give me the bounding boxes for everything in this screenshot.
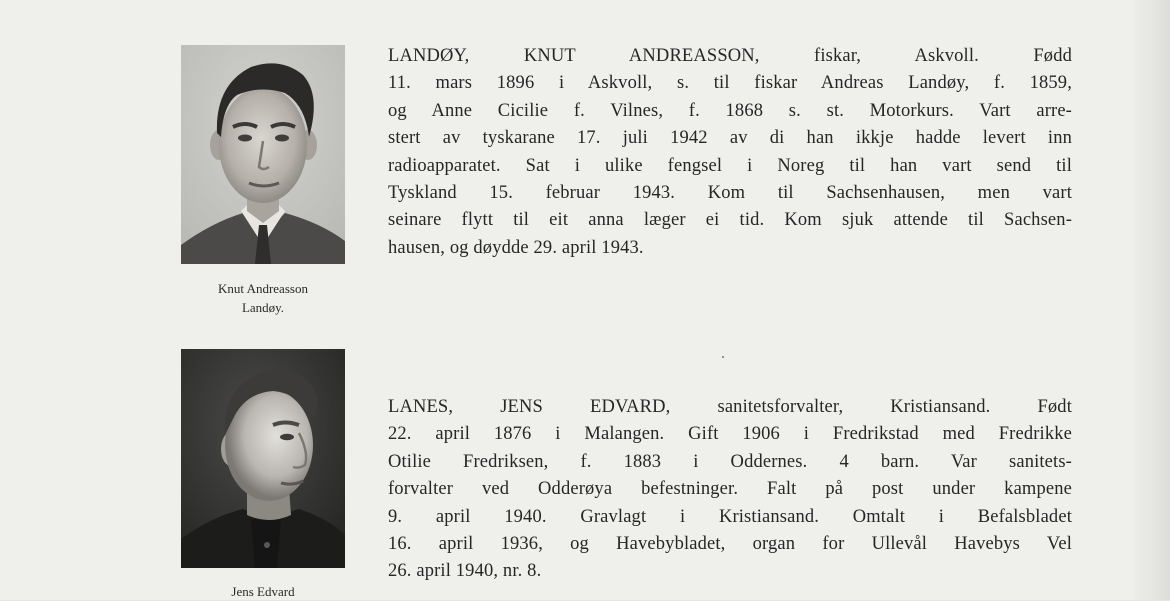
entry-line: Tyskland 15. februar 1943. Kom til Sachsenhausen, men vart <box>388 183 1072 204</box>
portrait-image <box>181 349 345 568</box>
portrait-image <box>181 45 345 264</box>
entry-line: 22. april 1876 i Malangen. Gift 1906 i Fredrikstad med Fredrikke <box>388 424 1072 445</box>
entry-line: LANDØY, KNUT ANDREASSON, fiskar, Askvoll. Fødd <box>388 46 1072 66</box>
page-speck <box>722 356 724 358</box>
caption-line: Jens Edvard <box>231 584 295 599</box>
entry-line: forvalter ved Odderøya befestninger. Falt på post under kampene <box>388 479 1072 500</box>
entry-line: 11. mars 1896 i Askvoll, s. til fiskar Andreas Landøy, f. 1859, <box>388 73 1072 94</box>
entry-line: stert av tyskarane 17. juli 1942 av di han ikkje hadde levert inn <box>388 128 1072 149</box>
entry-line: 26. april 1940, nr. 8. <box>388 561 542 582</box>
caption-line: Landøy. <box>241 300 285 315</box>
portrait-photo-landoy <box>181 45 345 264</box>
entry-line: LANES, JENS EDVARD, sanitetsforvalter, Kristiansand. Født <box>388 397 1072 417</box>
entry-line: radioapparatet. Sat i ulike fengsel i Noreg til han vart send til <box>388 155 1072 176</box>
page-edge-shadow <box>1134 0 1170 600</box>
portrait-caption-landoy <box>181 279 345 317</box>
entry-line: hausen, og døydde 29. april 1943. <box>388 237 644 258</box>
entry-line: 9. april 1940. Gravlagt i Kristiansand. Omtalt i Befalsbladet <box>388 506 1072 527</box>
entry-line: og Anne Cicilie f. Vilnes, f. 1868 s. st. Motorkurs. Vart arre- <box>388 100 1072 121</box>
biography-entry-landoy <box>388 43 1072 262</box>
entry-line: 16. april 1936, og Havebybladet, organ for Ullevål Havebys Vel <box>388 534 1072 555</box>
entry-line: Otilie Fredriksen, f. 1883 i Oddernes. 4 barn. Var sanitets- <box>388 451 1072 472</box>
portrait-caption-lanes <box>181 582 345 601</box>
caption-line: Knut Andreasson <box>218 281 308 296</box>
biography-entry-lanes <box>388 394 1072 586</box>
portrait-photo-lanes <box>181 349 345 568</box>
entry-line: seinare flytt til eit anna læger ei tid. Kom sjuk attende til Sachsen- <box>388 210 1072 231</box>
